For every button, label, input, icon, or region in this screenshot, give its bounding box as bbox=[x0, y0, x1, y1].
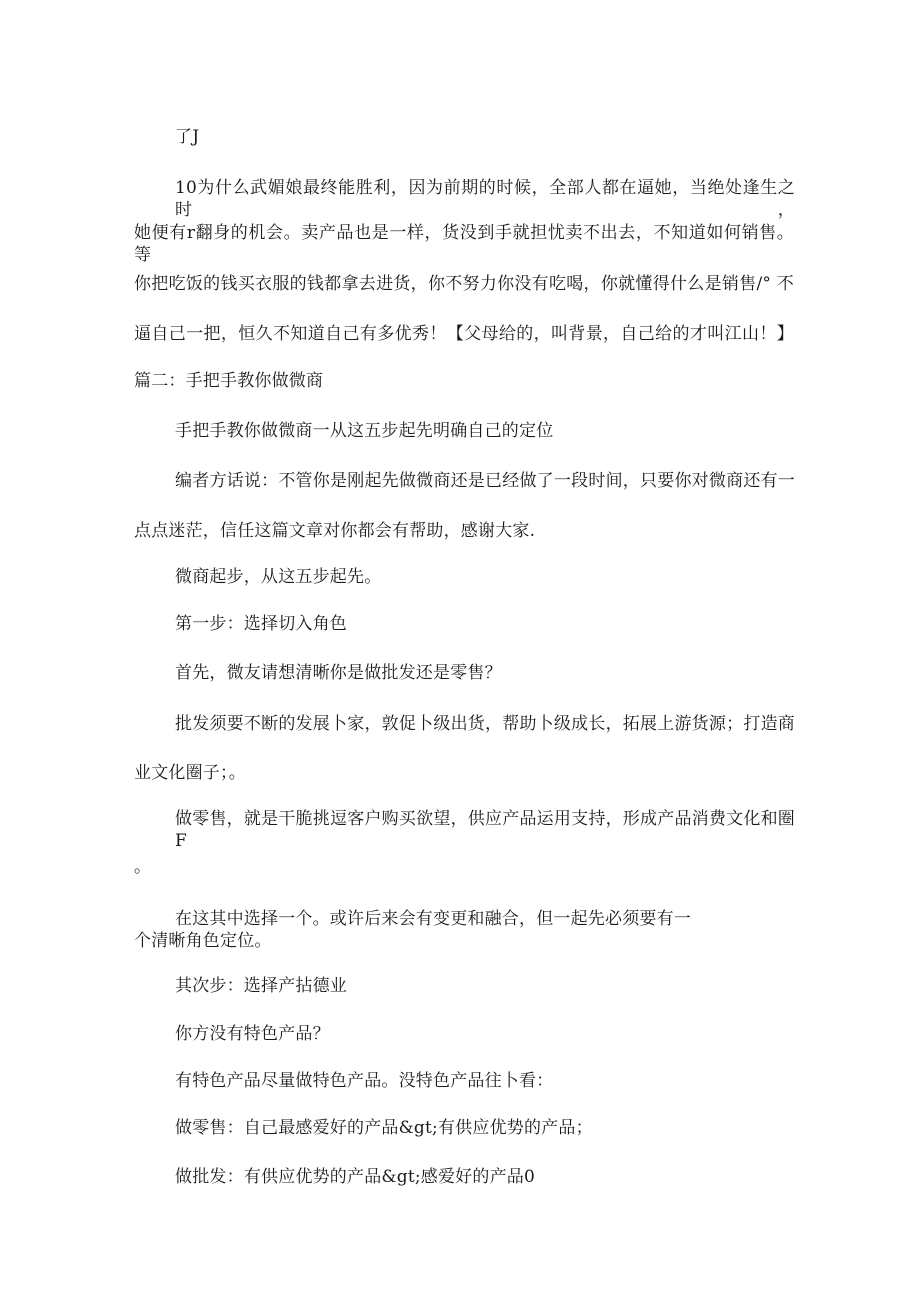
paragraph-line: 。 bbox=[134, 857, 152, 877]
paragraph-line: 在这其中选择一个。或许后来会有变更和融合，但一起先必须要有一 bbox=[175, 909, 691, 929]
paragraph-line: 10为什么武媚娘最终能胜利，因为前期的时候，全部人都在逼她，当绝处逢生之时， bbox=[175, 178, 795, 220]
paragraph-line: 做批发：有供应优势的产品&gt;感爱好的产品0 bbox=[175, 1167, 535, 1187]
step-heading: 第一步：选择切入角色 bbox=[175, 614, 347, 634]
paragraph-line: 她便有r翻身的机会。卖产品也是一样，货没到手就担忧卖不出去，不知道如何销售。等 bbox=[134, 223, 794, 265]
paragraph-line: 首先，微友请想清晰你是做批发还是零售？ bbox=[175, 663, 502, 683]
paragraph-line: 微商起步，从这五步起先。 bbox=[175, 567, 382, 587]
paragraph-line: 做零售：自己最感爱好的产品&gt;有供应优势的产品； bbox=[175, 1118, 593, 1138]
paragraph-line: 你把吃饭的钱买衣服的钱都拿去进货，你不努力你没有吃喝，你就懂得什么是销售/° 不 bbox=[134, 274, 794, 294]
paragraph-line: 点点迷茫，信任这篇文章对你都会有帮助，感谢大家. bbox=[134, 521, 536, 541]
paragraph-line: 你方没有特色产品？ bbox=[175, 1024, 330, 1044]
paragraph-line: 逼自己一把，恒久不知道自己有多优秀！【父母给的，叫背景，自己给的才叫江山！】 bbox=[134, 324, 794, 344]
paragraph-line: 批发须要不断的发展卜家，敦促卜级出货，帮助卜级成长，拓展上游货源；打造商 bbox=[175, 714, 795, 734]
paragraph-line: 编者方话说：不管你是刚起先做微商还是已经做了一段时间，只要你对微商还有一 bbox=[175, 471, 795, 491]
section-heading: 篇二：手把手教你做微商 bbox=[134, 371, 324, 391]
step-heading: 其次步：选择产拈德业 bbox=[175, 976, 347, 996]
paragraph-line: 个清晰角色定位。 bbox=[134, 931, 272, 951]
article-title: 手把手教你做微商一从这五步起先明确自己的定位 bbox=[175, 421, 554, 441]
paragraph-line: 做零售，就是干脆挑逗客户购买欲望，供应产品运用支持，形成产品消费文化和圈F bbox=[175, 809, 795, 851]
paragraph-line: 了J bbox=[175, 127, 200, 147]
paragraph-line: 有特色产品尽量做特色产品。没特色产品往卜看： bbox=[175, 1071, 554, 1091]
paragraph-line: 业文化圈子；。 bbox=[134, 763, 246, 783]
